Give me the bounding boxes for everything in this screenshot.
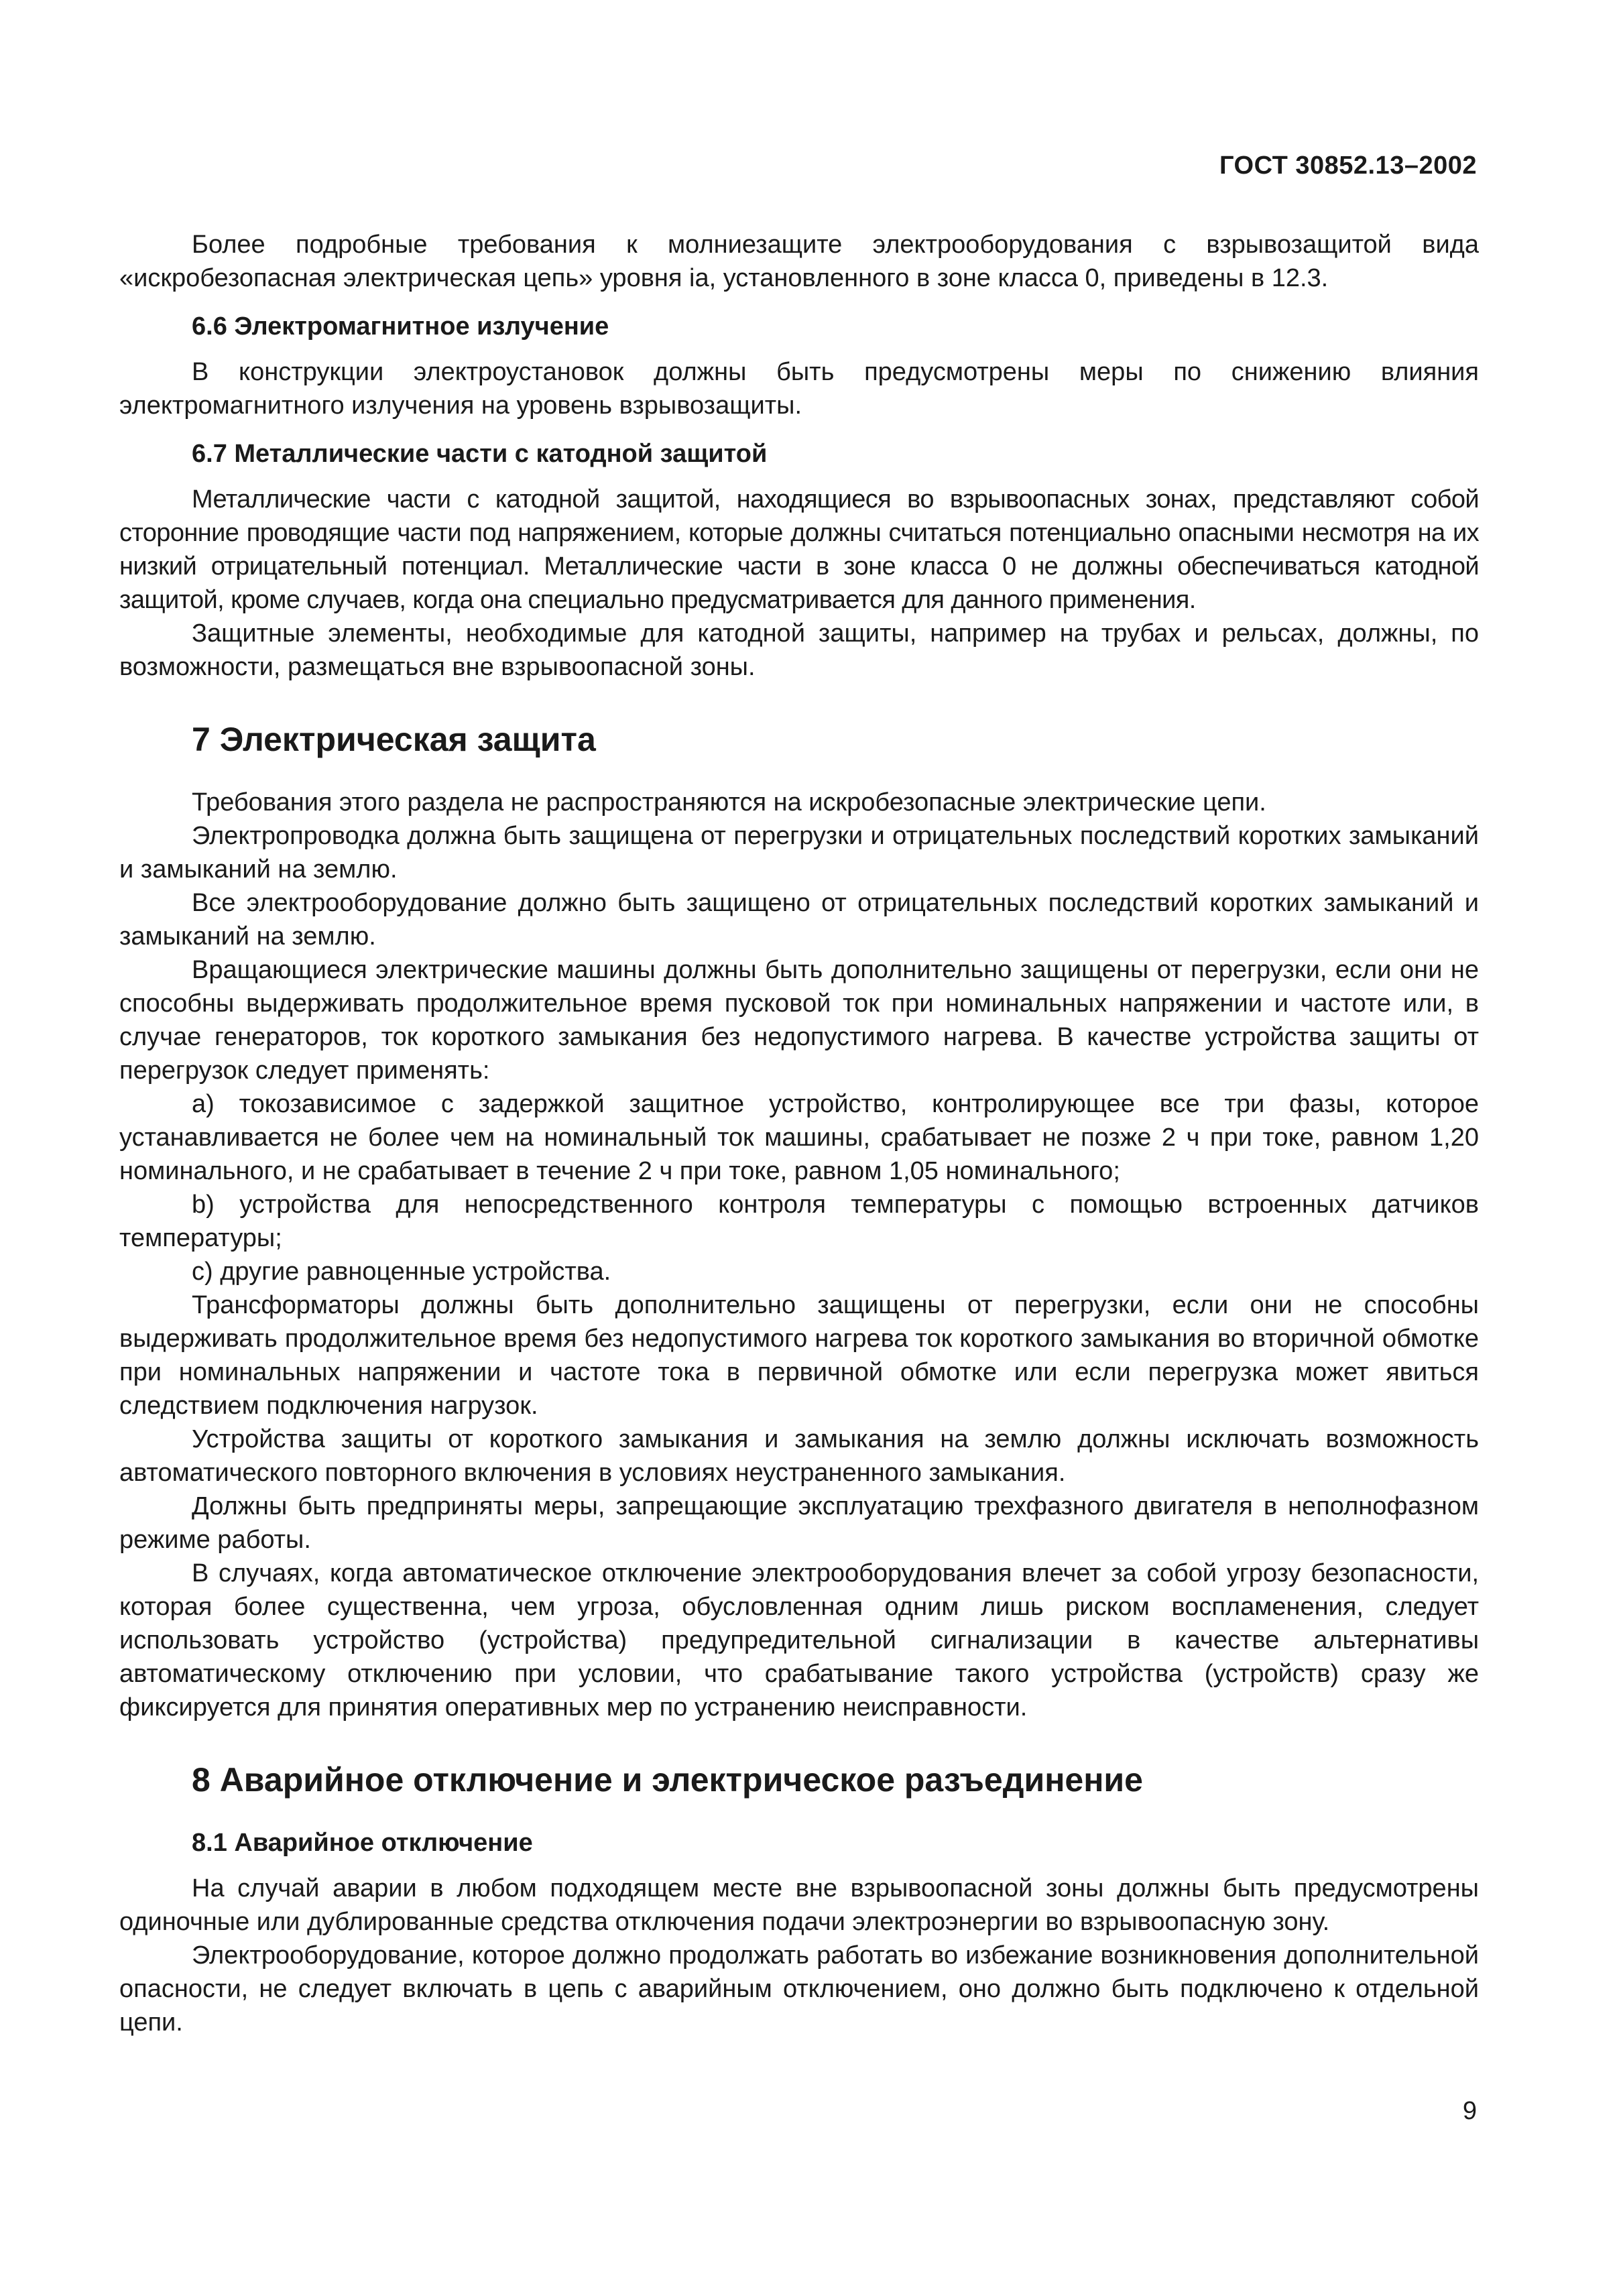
intro-paragraph: Более подробные требования к молниезащите электрооборудования с взрывозащитой вида «искробезопасная электрическая цепь» уровня ia, установленного в зоне класса 0, приведены в 12.3. [119,231,1479,292]
standard-code-header: ГОСТ 30852.13–2002 [1219,152,1477,180]
paragraph-7-1: Требования этого раздела не распространяются на искробезопасные электрические цепи. [192,788,1266,817]
paragraph-8-1-2: Электрооборудование, которое должно продолжать работать во избежание возникновения дополнительной опасности, не следует включать в цепь с аварийным отключением, оно должно быть подключено к отдельной цепи. [119,1941,1479,2037]
page-number: 9 [1462,2097,1477,2125]
subsection-title-6-6: 6.6 Электромагнитное излучение [192,312,609,341]
paragraph-6-7-2: Защитные элементы, необходимые для катодной защиты, например на трубах и рельсах, должны, по возможности, размещаться вне взрывоопасной зоны. [119,619,1479,681]
paragraph-6-7-1: Металлические части с катодной защитой, находящиеся во взрывоопасных зонах, представляют собой сторонние проводящие части под напряжением, которые должны считаться потенциально опасными несмотря на их низкий отрицательный потенциал. Металлические части в зоне класса 0 не должны обеспечиваться катодной защитой, кроме случаев, когда она специально предусматривается для данного применения. [119,485,1479,614]
paragraph-7-3: Все электрооборудование должно быть защищено от отрицательных последствий коротких замыканий и замыканий на землю. [119,889,1479,951]
paragraph-7-2: Электропроводка должна быть защищена от перегрузки и отрицательных последствий коротких замыканий и замыканий на землю. [119,822,1479,884]
paragraph-6-6: В конструкции электроустановок должны быть предусмотрены меры по снижению влияния электромагнитного излучения на уровень взрывозащиты. [119,358,1479,420]
paragraph-7-4: Вращающиеся электрические машины должны быть дополнительно защищены от перегрузки, если они не способны выдерживать продолжительное время пусковой ток при номинальных напряжении и частоте или, в случае генераторов, ток короткого замыкания без недопустимого нагрева. В качестве устройства защиты от перегрузок следует применять: [119,956,1479,1085]
list-item-c: c) другие равноценные устройства. [192,1258,611,1286]
section-title-8: 8 Аварийное отключение и электрическое разъединение [192,1761,1143,1799]
list-item-a: a) токозависимое с задержкой защитное устройство, контролирующее все три фазы, которое устанавливается не более чем на номинальный ток машины, срабатывает не позже 2 ч при токе, равном 1,20 номинального, и не срабатывает в течение 2 ч при токе, равном 1,05 номинального; [119,1090,1479,1185]
subsection-title-8-1: 8.1 Аварийное отключение [192,1829,533,1857]
paragraph-7-7: Должны быть предприняты меры, запрещающие эксплуатацию трехфазного двигателя в неполнофазном режиме работы. [119,1492,1479,1554]
section-title-7: 7 Электрическая защита [192,721,596,758]
paragraph-7-8: В случаях, когда автоматическое отключение электрооборудования влечет за собой угрозу безопасности, которая более существенна, чем угроза, обусловленная одним лишь риском воспламенения, следует использовать устройство (устройства) предупредительной сигнализации в качестве альтернативы автоматическому отключению при условии, что срабатывание такого устройства (устройств) сразу же фиксируется для принятия оперативных мер по устранению неисправности. [119,1559,1479,1721]
paragraph-7-5: Трансформаторы должны быть дополнительно защищены от перегрузки, если они не способны выдерживать продолжительное время без недопустимого нагрева ток короткого замыкания во вторичной обмотке при номинальных напряжении и частоте тока в первичной обмотке или если перегрузка может явиться следствием подключения нагрузок. [119,1291,1479,1420]
subsection-title-6-7: 6.7 Металлические части с катодной защитой [192,440,768,468]
paragraph-7-6: Устройства защиты от короткого замыкания и замыкания на землю должны исключать возможность автоматического повторного включения в условиях неустраненного замыкания. [119,1425,1479,1487]
list-item-b: b) устройства для непосредственного контроля температуры с помощью встроенных датчиков температуры; [119,1191,1479,1252]
paragraph-8-1-1: На случай аварии в любом подходящем месте вне взрывоопасной зоны должны быть предусмотрены одиночные или дублированные средства отключения подачи электроэнергии во взрывоопасную зону. [119,1874,1479,1936]
document-body [119,228,1479,2039]
